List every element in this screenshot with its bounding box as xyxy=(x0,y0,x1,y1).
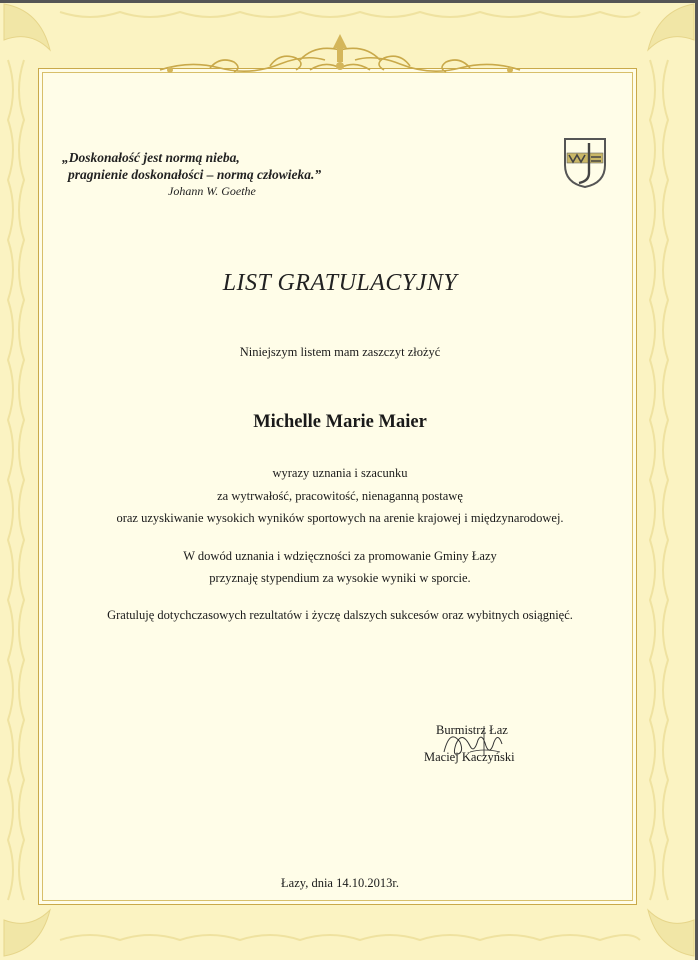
congratulations-paragraph: Gratuluję dotychczasowych rezultatów i życzę dalszych sukcesów oraz wybitnych osiągnięć. xyxy=(107,608,573,622)
issue-date: Łazy, dnia 14.10.2013r. xyxy=(281,876,399,890)
intro-text: Niniejszym listem mam zaszczyt złożyć xyxy=(239,345,441,359)
recognition-line-3: oraz uzyskiwanie wysokich wyników sportowych na arenie krajowej i międzynarodowej. xyxy=(116,511,564,525)
quote-line-2: pragnienie doskonałości – normą człowieka.” xyxy=(68,167,322,182)
quote-author: Johann W. Goethe xyxy=(168,184,256,198)
municipality-logo-icon xyxy=(563,137,607,189)
signatory-name: Maciej Kaczyński xyxy=(424,750,515,764)
signatory-role: Burmistrz Łaz xyxy=(436,723,508,737)
scholarship-paragraph xyxy=(0,545,680,589)
goethe-quote xyxy=(62,149,321,199)
handwritten-signature-icon xyxy=(440,722,510,760)
recognition-paragraph xyxy=(0,462,680,530)
recognition-line-1: wyrazy uznania i szacunku xyxy=(272,466,408,480)
quote-line-1: „Doskonałość jest normą nieba, xyxy=(62,150,240,165)
scholarship-line-1: W dowód uznania i wdzięczności za promowanie Gminy Łazy xyxy=(183,549,497,563)
crest-ornament-icon xyxy=(150,30,530,80)
recognition-line-2: za wytrwałość, pracowitość, nienaganną postawę xyxy=(217,488,463,503)
scholarship-line-2: przyznaję stypendium za wysokie wyniki w sporcie. xyxy=(209,571,471,585)
certificate-title: LIST GRATULACYJNY xyxy=(222,270,458,296)
recipient-name: Michelle Marie Maier xyxy=(253,412,427,432)
